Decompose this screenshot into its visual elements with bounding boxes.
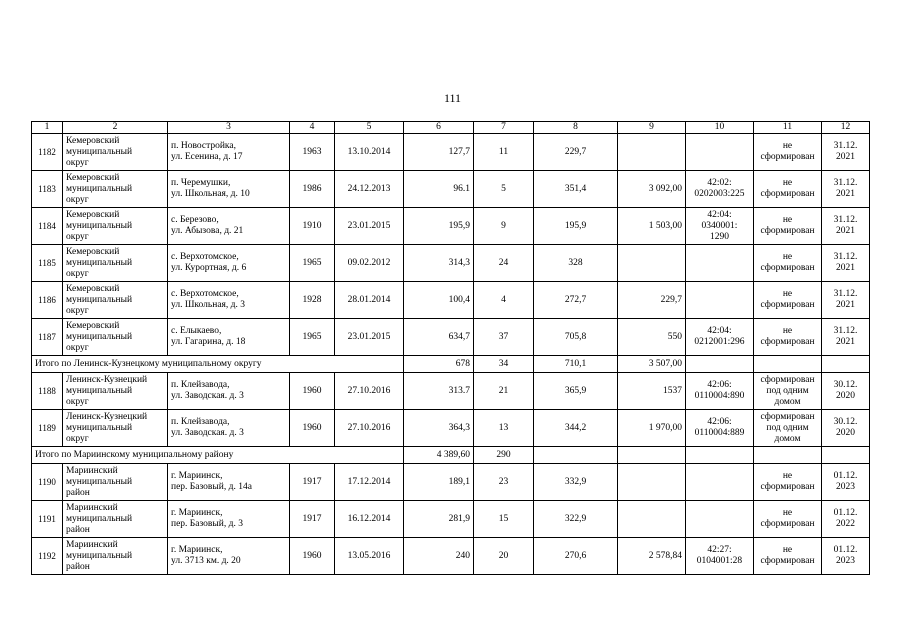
table-cell: п. Новостройка, ул. Есенина, д. 17	[168, 134, 290, 171]
table-cell: 1965	[290, 319, 335, 356]
table-cell: Мариинский муниципальный район	[63, 501, 168, 538]
table-cell: п. Клейзавода, ул. Заводская. д. 3	[168, 410, 290, 447]
table-cell: 270,6	[534, 538, 618, 575]
table-row	[32, 410, 870, 447]
table-cell: 313.7	[404, 373, 474, 410]
total-cell	[822, 356, 870, 373]
table-cell: 31.12. 2021	[822, 245, 870, 282]
total-label: Итого по Ленинск-Кузнецкому муниципальному округу	[32, 356, 404, 373]
table-cell: 364,3	[404, 410, 474, 447]
table-cell: 229,7	[618, 282, 686, 319]
column-header: 3	[168, 122, 290, 134]
total-cell: 678	[404, 356, 474, 373]
table-cell: Кемеровский муниципальный округ	[63, 171, 168, 208]
table-cell: 1960	[290, 410, 335, 447]
table-cell: 1183	[32, 171, 63, 208]
table-cell: 189,1	[404, 464, 474, 501]
table-cell: Кемеровский муниципальный округ	[63, 245, 168, 282]
table-cell: Кемеровский муниципальный округ	[63, 134, 168, 171]
table-cell: с. Верхотомское, ул. Школьная, д. 3	[168, 282, 290, 319]
table-cell: 27.10.2016	[335, 410, 404, 447]
table-cell: сформирован под одним домом	[754, 373, 822, 410]
table-cell: 96.1	[404, 171, 474, 208]
table-cell: 31.12. 2021	[822, 208, 870, 245]
table-row	[32, 319, 870, 356]
table-cell: г. Мариинск, пер. Базовый, д. 3	[168, 501, 290, 538]
table-cell: 705,8	[534, 319, 618, 356]
table-cell: 1182	[32, 134, 63, 171]
total-cell: 4 389,60	[404, 447, 474, 464]
table-cell: 1963	[290, 134, 335, 171]
total-cell: 710,1	[534, 356, 618, 373]
table-cell: 195,9	[404, 208, 474, 245]
table-cell: не сформирован	[754, 319, 822, 356]
table-cell: 328	[534, 245, 618, 282]
column-header: 7	[474, 122, 534, 134]
table-cell: 42:04: 0212001:296	[686, 319, 754, 356]
table-cell: Ленинск-Кузнецкий муниципальный округ	[63, 410, 168, 447]
column-header: 11	[754, 122, 822, 134]
column-header: 4	[290, 122, 335, 134]
table-cell: 322,9	[534, 501, 618, 538]
table-cell	[686, 134, 754, 171]
table-row	[32, 538, 870, 575]
table-cell	[686, 282, 754, 319]
table-cell: 15	[474, 501, 534, 538]
table-cell: 351,4	[534, 171, 618, 208]
total-cell: 3 507,00	[618, 356, 686, 373]
table-cell: не сформирован	[754, 245, 822, 282]
table-cell: 314,3	[404, 245, 474, 282]
table-cell: 13	[474, 410, 534, 447]
table-cell: 229,7	[534, 134, 618, 171]
table-cell	[686, 501, 754, 538]
total-cell	[822, 447, 870, 464]
table-cell: 42:27: 0104001:28	[686, 538, 754, 575]
table-cell: 24	[474, 245, 534, 282]
table-cell: 100,4	[404, 282, 474, 319]
table-cell: 1965	[290, 245, 335, 282]
table-row	[32, 501, 870, 538]
table-cell: 1910	[290, 208, 335, 245]
column-header: 10	[686, 122, 754, 134]
table-cell	[686, 464, 754, 501]
table-cell: не сформирован	[754, 464, 822, 501]
table-cell	[618, 501, 686, 538]
table-cell: 30.12. 2020	[822, 410, 870, 447]
table-cell: 23.01.2015	[335, 208, 404, 245]
table-cell: 23	[474, 464, 534, 501]
table-cell: Кемеровский муниципальный округ	[63, 282, 168, 319]
column-header: 2	[63, 122, 168, 134]
table-cell: 344,2	[534, 410, 618, 447]
table-cell: 20	[474, 538, 534, 575]
table-cell: 9	[474, 208, 534, 245]
table-cell: 23.01.2015	[335, 319, 404, 356]
table-cell: 17.12.2014	[335, 464, 404, 501]
table-cell: 1191	[32, 501, 63, 538]
table-cell: 28.01.2014	[335, 282, 404, 319]
table-cell: 1960	[290, 538, 335, 575]
table-cell: не сформирован	[754, 171, 822, 208]
table-cell: 240	[404, 538, 474, 575]
table-cell: 1188	[32, 373, 63, 410]
column-header: 1	[32, 122, 63, 134]
table-cell: 42:06: 0110004:890	[686, 373, 754, 410]
table-cell: п. Клейзавода, ул. Заводская. д. 3	[168, 373, 290, 410]
total-label: Итого по Мариинскому муниципальному району	[32, 447, 404, 464]
table-cell: 42:04: 0340001: 1290	[686, 208, 754, 245]
table-cell: 634,7	[404, 319, 474, 356]
table-cell: 332,9	[534, 464, 618, 501]
table-cell: 1186	[32, 282, 63, 319]
table-cell: 1960	[290, 373, 335, 410]
table-cell: г. Мариинск, пер. Базовый, д. 14а	[168, 464, 290, 501]
total-cell: 34	[474, 356, 534, 373]
housing-table	[31, 121, 870, 575]
table-cell: не сформирован	[754, 208, 822, 245]
table-cell: 272,7	[534, 282, 618, 319]
table-cell: не сформирован	[754, 282, 822, 319]
column-header-row	[32, 122, 870, 134]
table-cell: 1192	[32, 538, 63, 575]
table-cell: 31.12. 2021	[822, 319, 870, 356]
table-cell: п. Черемушки, ул. Школьная, д. 10	[168, 171, 290, 208]
table-row	[32, 208, 870, 245]
table-cell: 550	[618, 319, 686, 356]
table-cell: 1190	[32, 464, 63, 501]
table-cell: 1 503,00	[618, 208, 686, 245]
column-header: 8	[534, 122, 618, 134]
table-cell: 1928	[290, 282, 335, 319]
table-cell: 1986	[290, 171, 335, 208]
table-cell: 31.12. 2021	[822, 134, 870, 171]
total-cell	[754, 356, 822, 373]
table-cell: 1189	[32, 410, 63, 447]
table-cell: 24.12.2013	[335, 171, 404, 208]
column-header: 12	[822, 122, 870, 134]
table-cell: 42:06: 0110004:889	[686, 410, 754, 447]
page-number: 111	[443, 91, 462, 105]
total-row	[32, 447, 870, 464]
table-cell: 1187	[32, 319, 63, 356]
table-cell: 4	[474, 282, 534, 319]
table-row	[32, 171, 870, 208]
table-cell: 1537	[618, 373, 686, 410]
table-cell: 281,9	[404, 501, 474, 538]
total-cell	[686, 447, 754, 464]
table-cell: Мариинский муниципальный район	[63, 464, 168, 501]
table-cell: Кемеровский муниципальный округ	[63, 319, 168, 356]
table-cell: 1185	[32, 245, 63, 282]
table-row	[32, 245, 870, 282]
table-cell: Ленинск-Кузнецкий муниципальный округ	[63, 373, 168, 410]
table-cell	[618, 245, 686, 282]
table-cell: 30.12. 2020	[822, 373, 870, 410]
table-cell: 1184	[32, 208, 63, 245]
table-cell: 01.12. 2022	[822, 501, 870, 538]
table-row	[32, 282, 870, 319]
table-cell: 1917	[290, 464, 335, 501]
total-cell	[618, 447, 686, 464]
table-cell: 1917	[290, 501, 335, 538]
table-row	[32, 464, 870, 501]
table-cell	[686, 245, 754, 282]
total-cell: 290	[474, 447, 534, 464]
table-cell: 13.10.2014	[335, 134, 404, 171]
table-row	[32, 373, 870, 410]
table-cell: 01.12. 2023	[822, 538, 870, 575]
table-cell: г. Мариинск, ул. 3713 км. д. 20	[168, 538, 290, 575]
table-cell: Мариинский муниципальный район	[63, 538, 168, 575]
table-cell: с. Березово, ул. Абызова, д. 21	[168, 208, 290, 245]
total-cell	[754, 447, 822, 464]
table-row	[32, 134, 870, 171]
table-cell: 1 970,00	[618, 410, 686, 447]
column-header: 9	[618, 122, 686, 134]
table-cell: 27.10.2016	[335, 373, 404, 410]
table-cell: не сформирован	[754, 134, 822, 171]
table-cell: с. Елыкаево, ул. Гагарина, д. 18	[168, 319, 290, 356]
total-cell	[534, 447, 618, 464]
table-cell: 11	[474, 134, 534, 171]
table-cell: 195,9	[534, 208, 618, 245]
table-cell: 365,9	[534, 373, 618, 410]
table-cell: 16.12.2014	[335, 501, 404, 538]
table-cell	[618, 464, 686, 501]
table-body	[32, 122, 870, 575]
table-cell	[618, 134, 686, 171]
table-cell: с. Верхотомское, ул. Курортная, д. 6	[168, 245, 290, 282]
table-cell: не сформирован	[754, 538, 822, 575]
table-cell: 42:02: 0202003:225	[686, 171, 754, 208]
table-cell: Кемеровский муниципальный округ	[63, 208, 168, 245]
total-cell	[686, 356, 754, 373]
table-cell: 09.02.2012	[335, 245, 404, 282]
table-cell: 31.12. 2021	[822, 282, 870, 319]
table-cell: 13.05.2016	[335, 538, 404, 575]
table-cell: 5	[474, 171, 534, 208]
table-cell: 01.12. 2023	[822, 464, 870, 501]
column-header: 5	[335, 122, 404, 134]
table-cell: 2 578,84	[618, 538, 686, 575]
table-cell: сформирован под одним домом	[754, 410, 822, 447]
table-cell: 31.12. 2021	[822, 171, 870, 208]
table-cell: 21	[474, 373, 534, 410]
table-cell: 37	[474, 319, 534, 356]
table-cell: 127,7	[404, 134, 474, 171]
table-cell: 3 092,00	[618, 171, 686, 208]
table-cell: не сформирован	[754, 501, 822, 538]
column-header: 6	[404, 122, 474, 134]
total-row	[32, 356, 870, 373]
